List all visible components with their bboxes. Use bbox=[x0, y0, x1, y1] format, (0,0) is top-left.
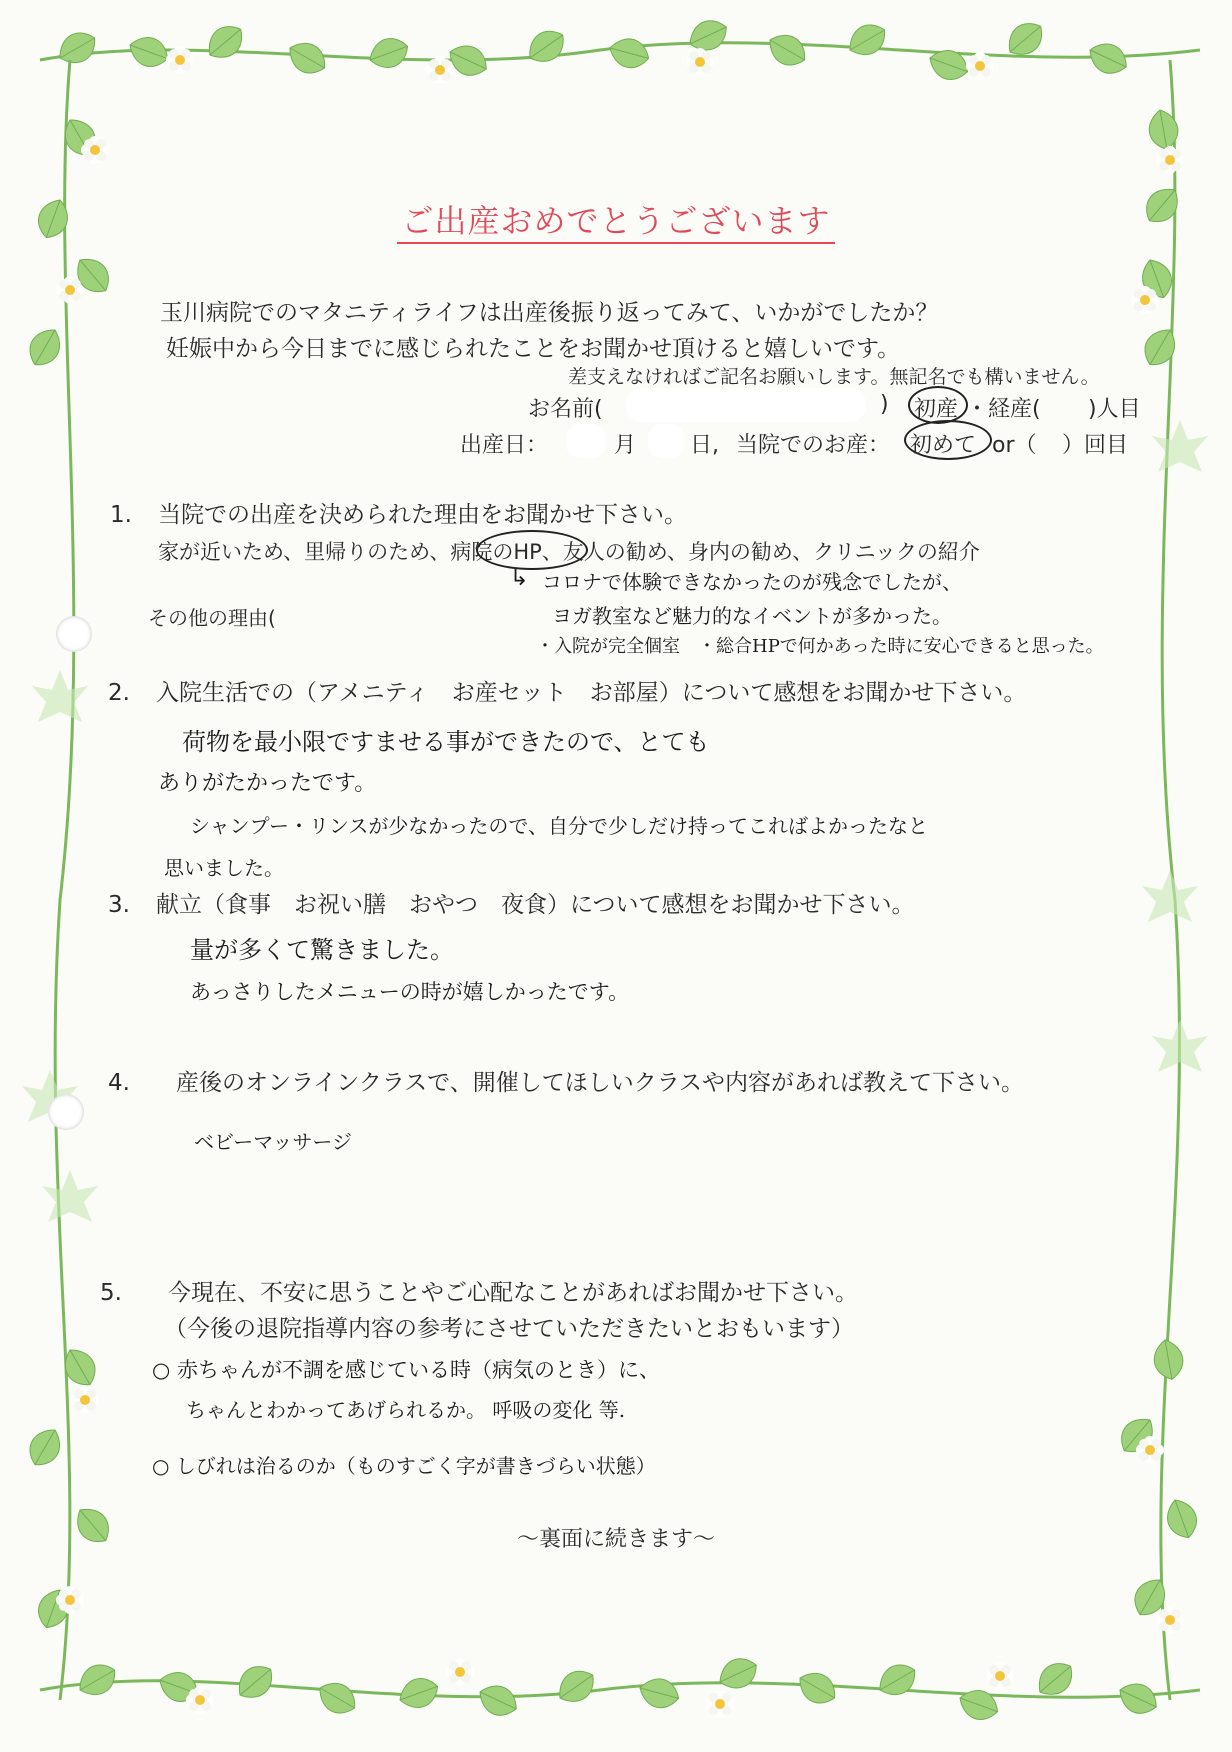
q5-subtext: （今後の退院指導内容の参考にさせていただきたいとおもいます） bbox=[164, 1316, 854, 1342]
q2-handwritten-2: ありがたかったです。 bbox=[158, 771, 377, 796]
month-label: 月 bbox=[614, 433, 637, 458]
this-hospital-birth-label: 当院でのお産： bbox=[736, 433, 891, 458]
name-field-redacted bbox=[626, 388, 866, 422]
q2-handwritten-1: 荷物を最小限ですませる事ができたので、とても bbox=[182, 728, 710, 756]
question-5 bbox=[100, 1274, 858, 1307]
day-label: 日, bbox=[690, 433, 719, 458]
punch-hole bbox=[56, 616, 92, 652]
intro-line-1: 玉川病院でのマタニティライフは出産後振り返ってみて、いかがでしたか？ bbox=[160, 300, 939, 326]
name-close: ) bbox=[880, 392, 889, 417]
question-number: 4. bbox=[108, 1070, 130, 1096]
name-optional-note: 差支えなければご記名お願いします。無記名でも構いません。 bbox=[568, 366, 1100, 388]
punch-hole bbox=[48, 1094, 84, 1130]
q1-handwritten-3: ・入院が完全個室 ・総合HPで何かあった時に安心できると思った。 bbox=[536, 636, 1104, 657]
q2-handwritten-4: 思いました。 bbox=[164, 856, 284, 880]
question-text: 今現在、不安に思うことやご心配なことがあればお聞かせ下さい。 bbox=[168, 1280, 858, 1306]
name-label: お名前( bbox=[528, 397, 603, 422]
birth-date-label: 出産日： bbox=[460, 433, 549, 458]
q5-handwritten-2: ちゃんとわかってあげられるか。 呼吸の変化 等. bbox=[186, 1398, 626, 1422]
intro-line-2: 妊娠中から今日までに感じられたことをお聞かせ頂けると嬉しいです。 bbox=[166, 336, 901, 362]
q3-handwritten-1: 量が多くて驚きました。 bbox=[190, 936, 454, 964]
birth-date-redacted bbox=[566, 424, 606, 458]
first-time-option: 初めて bbox=[910, 433, 977, 458]
multi-birth-close: )人目 bbox=[1088, 397, 1141, 422]
arrow-icon: ↳ bbox=[510, 566, 529, 591]
first-time-circle bbox=[904, 420, 992, 460]
q5-handwritten-1: ○ 赤ちゃんが不調を感じている時（病気のとき）に、 bbox=[152, 1358, 660, 1382]
question-text: 献立（食事 お祝い膳 おやつ 夜食）について感想をお聞かせ下さい。 bbox=[156, 892, 915, 918]
question-text: 当院での出産を決められた理由をお聞かせ下さい。 bbox=[158, 502, 687, 528]
birth-day-redacted bbox=[648, 424, 684, 458]
first-birth-circle bbox=[908, 386, 968, 424]
question-2 bbox=[108, 674, 1026, 707]
question-text: 産後のオンラインクラスで、開催してほしいクラスや内容があれば教えて下さい。 bbox=[176, 1070, 1025, 1096]
q1-handwritten-1: コロナで体験できなかったのが残念でしたが、 bbox=[542, 570, 962, 594]
question-number: 2. bbox=[108, 680, 130, 706]
option-separator: ・ bbox=[966, 397, 989, 422]
q4-handwritten-1: ベビーマッサージ bbox=[194, 1130, 352, 1154]
question-number: 3. bbox=[108, 892, 130, 918]
q1-handwritten-2: ヨガ教室など魅力的なイベントが多かった。 bbox=[552, 604, 952, 628]
question-text: 入院生活での（アメニティ お産セット お部屋）について感想をお聞かせ下さい。 bbox=[156, 680, 1027, 706]
first-birth-option: 初産 bbox=[914, 397, 959, 422]
question-3 bbox=[108, 886, 915, 919]
question-number: 1. bbox=[110, 502, 132, 528]
continued-on-back-note: 〜裏面に続きます〜 bbox=[516, 1527, 715, 1552]
multi-birth-label: 経産( bbox=[988, 397, 1041, 422]
question-1 bbox=[110, 496, 687, 529]
q1-other-label: その他の理由( bbox=[148, 606, 276, 630]
q1-options: 家が近いため、里帰りのため、病院のHP、友人の勧め、身内の勧め、クリニックの紹介 bbox=[158, 540, 980, 564]
q5-handwritten-3: ○ しびれは治るのか（ものすごく字が書きづらい状態） bbox=[152, 1454, 656, 1478]
q2-handwritten-3: シャンプー・リンスが少なかったので、自分で少しだけ持ってこればよかったなと bbox=[190, 814, 928, 838]
q3-handwritten-2: あっさりしたメニューの時が嬉しかったです。 bbox=[190, 980, 630, 1004]
or-label: or（ bbox=[992, 433, 1037, 458]
page-title: ご出産おめでとうございます bbox=[0, 196, 1232, 242]
question-4 bbox=[108, 1064, 1024, 1097]
q1-circled-option bbox=[476, 530, 588, 570]
question-number: 5. bbox=[100, 1280, 122, 1306]
times-label: ）回目 bbox=[1062, 433, 1129, 458]
